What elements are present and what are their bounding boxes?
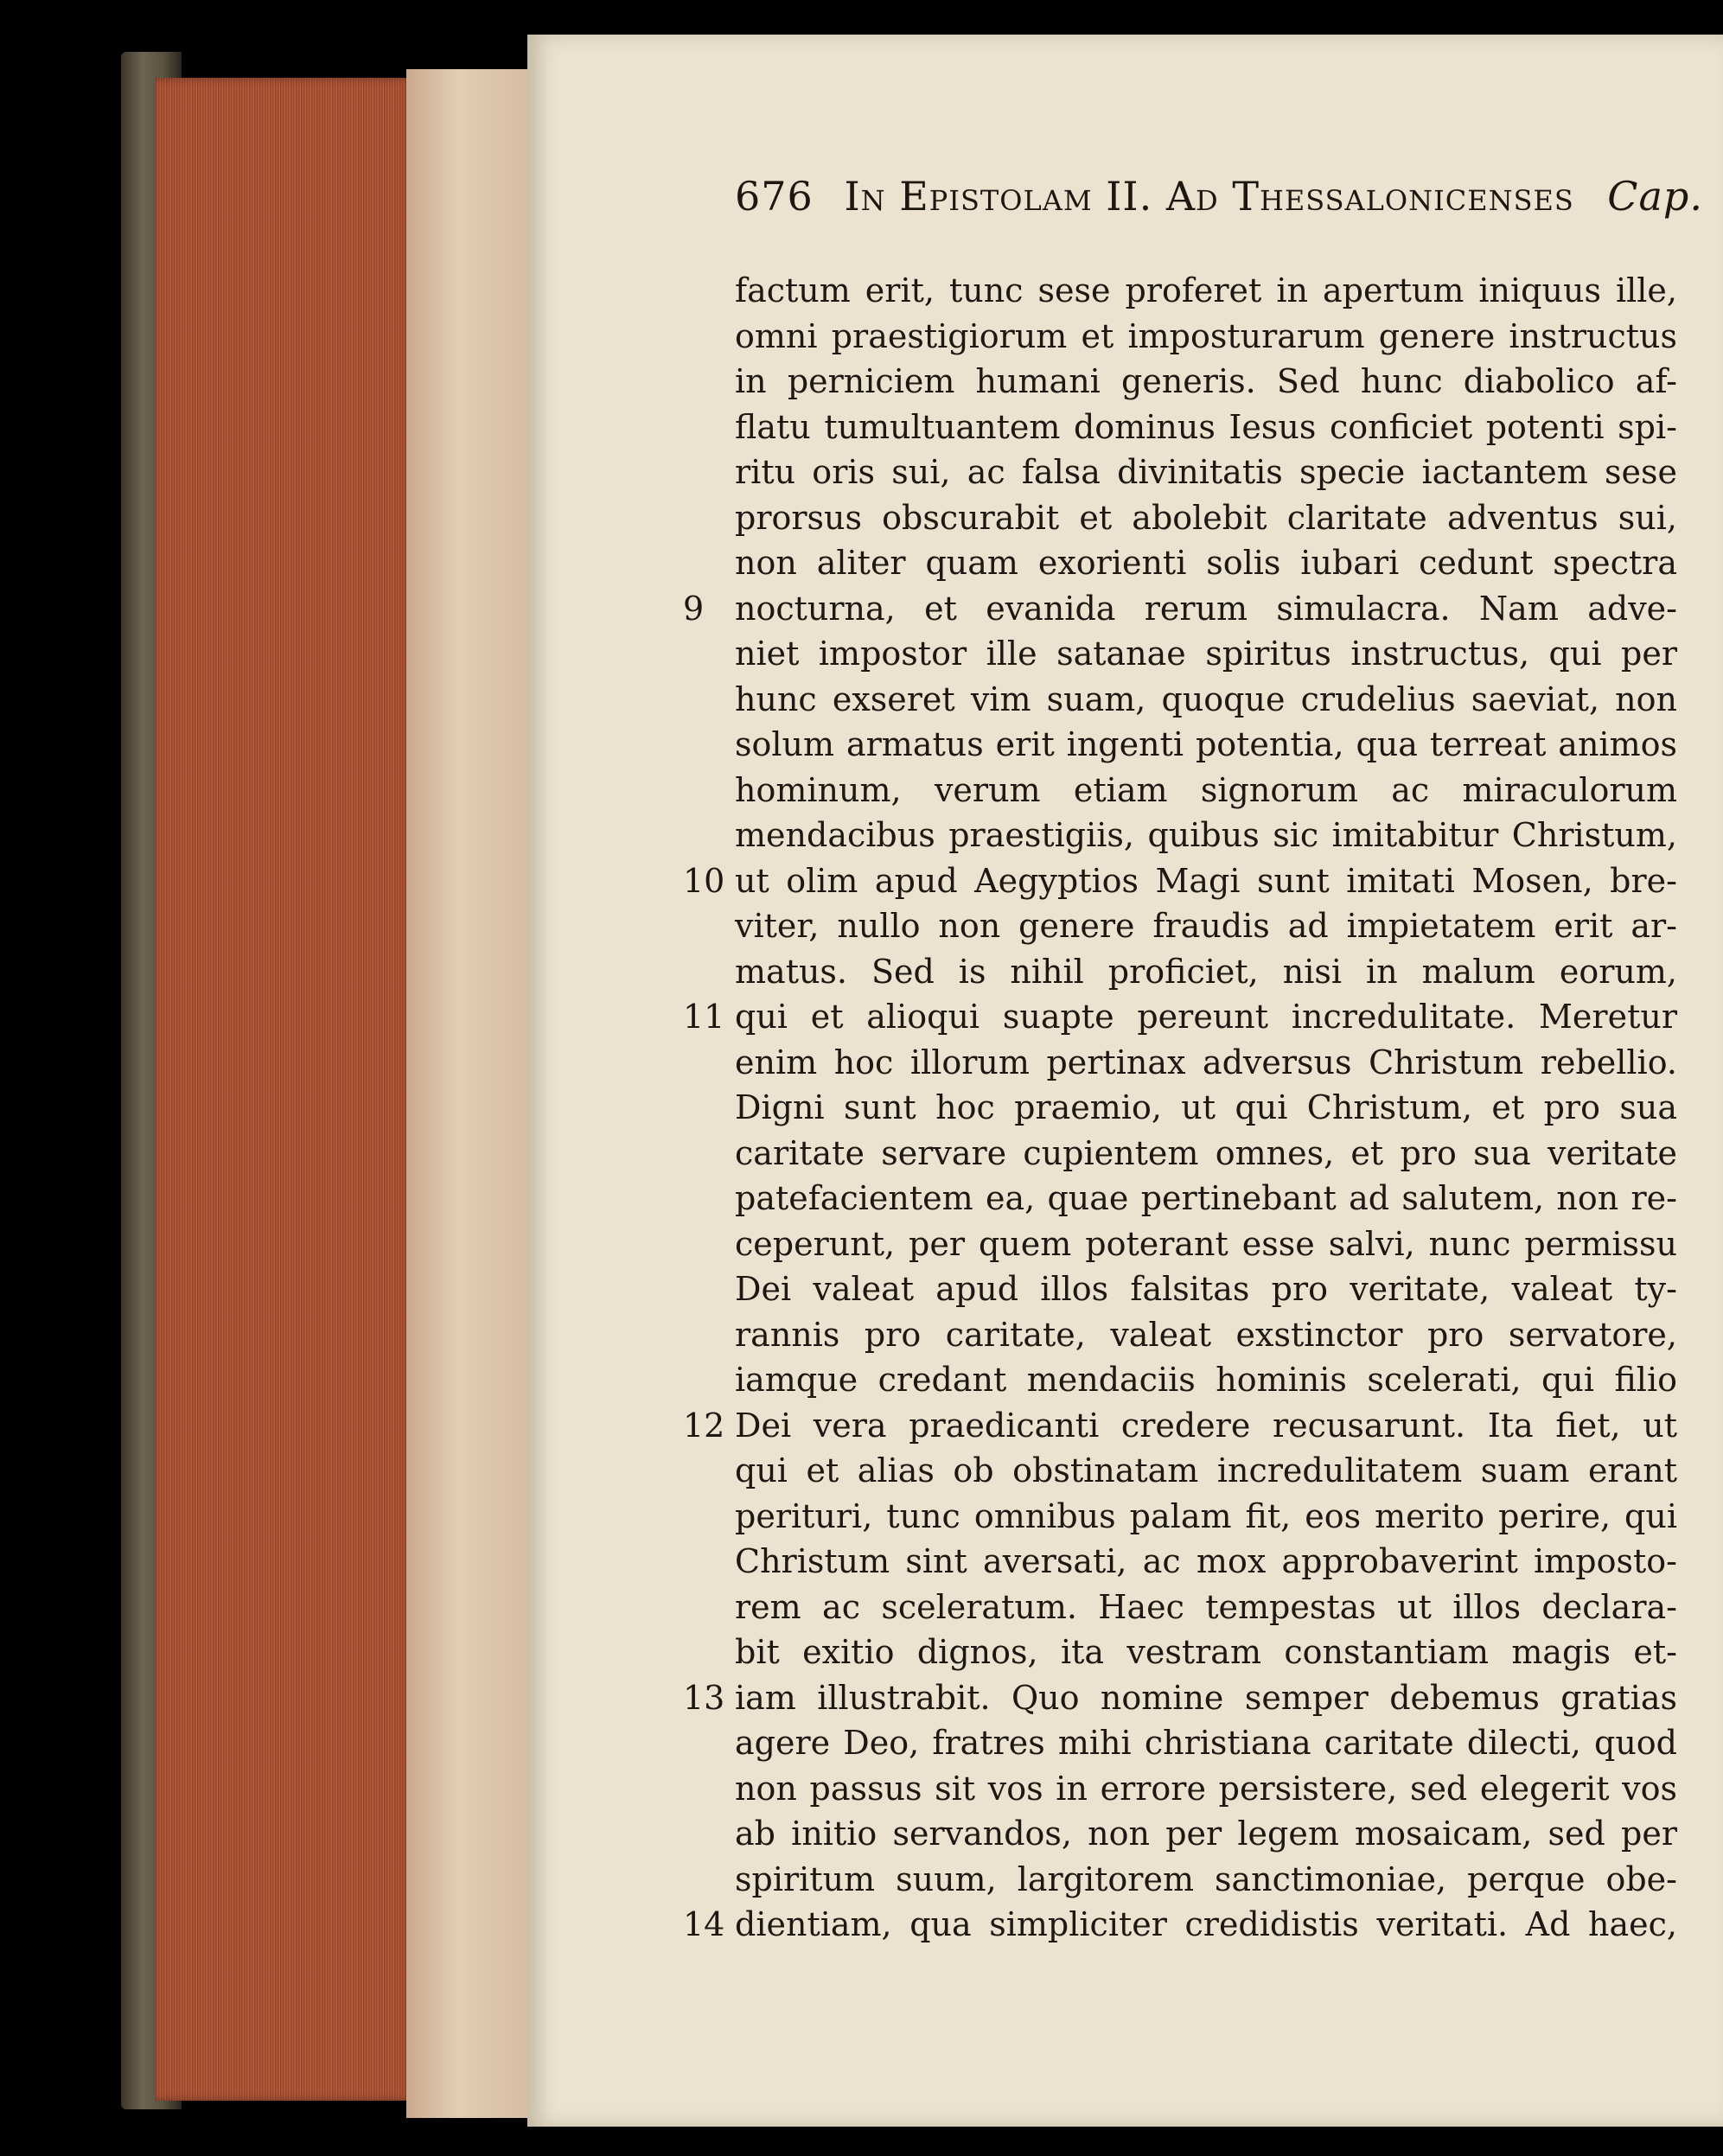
text-line: [622, 1630, 1677, 1675]
text-line: [622, 314, 1677, 360]
line-text: iam illustrabit. Quo nomine semper debemus gratias: [735, 1678, 1677, 1717]
line-text: Christum sint aversati, ac mox approbaverint imposto-: [735, 1542, 1677, 1580]
text-line: [622, 1357, 1677, 1403]
verse-number: 14: [683, 1905, 725, 1943]
text-line: [622, 1494, 1677, 1540]
text-line: [622, 450, 1677, 495]
line-text: hunc exseret vim suam, quoque crudelius saeviat, non: [735, 679, 1677, 718]
text-line: [622, 1085, 1677, 1131]
text-line: [622, 586, 1677, 632]
text-line: [622, 1811, 1677, 1857]
line-text: caritate servare cupientem omnes, et pro sua veritate: [735, 1133, 1677, 1172]
text-line: [622, 903, 1677, 949]
line-text: ab initio servandos, non per legem mosaicam, sed per: [735, 1815, 1677, 1853]
line-text: qui et alias ob obstinatam incredulitatem suam erant: [735, 1451, 1677, 1489]
line-text: ut olim apud Aegyptios Magi sunt imitati Mosen, bre-: [735, 861, 1677, 900]
line-text: non aliter quam exorienti solis iubari cedunt spectra: [735, 544, 1677, 582]
book: [121, 35, 1703, 2127]
text-line: [622, 1131, 1677, 1177]
text-line: [622, 359, 1677, 405]
line-text: rannis pro caritate, valeat exstinctor pro servatore,: [735, 1315, 1677, 1354]
text-line: [622, 1539, 1677, 1585]
text-line: [622, 677, 1677, 723]
line-text: hominum, verum etiam signorum ac miraculorum: [735, 770, 1677, 809]
line-text: ritu oris sui, ac falsa divinitatis specie iactantem sese: [735, 453, 1677, 491]
text-line: [622, 1176, 1677, 1222]
line-text: non passus sit vos in errore persistere, sed elegerit vos: [735, 1769, 1677, 1808]
text-line: [622, 405, 1677, 450]
text-line: [622, 1222, 1677, 1267]
line-text: viter, nullo non genere fraudis ad impietatem erit ar-: [735, 907, 1677, 945]
line-text: nocturna, et evanida rerum simulacra. Nam adve-: [735, 589, 1677, 628]
text-line: [622, 722, 1677, 768]
chapter-abbrev: Cap.: [1607, 173, 1703, 220]
verse-number: 12: [683, 1406, 725, 1445]
line-text: enim hoc illorum pertinax adversus Christum rebellio.: [735, 1043, 1677, 1081]
line-text: patefacientem ea, quae pertinebant ad salutem, non re-: [735, 1179, 1677, 1217]
text-line: [622, 1585, 1677, 1630]
line-text: perituri, tunc omnibus palam fit, eos merito perire, qui: [735, 1496, 1677, 1535]
text-line: [622, 1040, 1677, 1086]
line-text: in perniciem humani generis. Sed hunc diabolico af-: [735, 362, 1677, 400]
line-text: Digni sunt hoc praemio, ut qui Christum, et pro sua: [735, 1088, 1677, 1126]
line-text: Dei vera praedicanti credere recusarunt. Ita fiet, ut: [735, 1406, 1677, 1445]
book-page: [527, 35, 1723, 2127]
running-title: In Epistolam II. Ad Thessalonicenses: [844, 173, 1574, 220]
text-line: [622, 1766, 1677, 1812]
text-line: [622, 1266, 1677, 1312]
line-text: bit exitio dignos, ita vestram constantiam magis et-: [735, 1633, 1677, 1671]
text-line: [622, 631, 1677, 677]
text-line: [622, 1675, 1677, 1721]
line-text: Dei valeat apud illos falsitas pro veritate, valeat ty-: [735, 1270, 1677, 1308]
text-line: [622, 1902, 1677, 1948]
text-line: [622, 495, 1677, 541]
text-line: [622, 268, 1677, 314]
line-text: mendacibus praestigiis, quibus sic imitabitur Christum,: [735, 816, 1677, 854]
line-text: prorsus obscurabit et abolebit claritate adventus sui,: [735, 498, 1677, 537]
line-text: iamque credant mendaciis hominis scelerati, qui filio: [735, 1361, 1677, 1399]
body-text: [622, 268, 1677, 1948]
text-line: [622, 1720, 1677, 1766]
text-line: [622, 540, 1677, 586]
text-line: [622, 1312, 1677, 1358]
line-text: flatu tumultuantem dominus Iesus conficiet potenti spi-: [735, 407, 1677, 446]
text-line: [622, 994, 1677, 1040]
text-line: [622, 949, 1677, 995]
page-gutter: [406, 69, 536, 2118]
text-line: [622, 858, 1677, 904]
verse-number: 13: [683, 1678, 725, 1717]
running-header: [735, 173, 1703, 220]
line-text: agere Deo, fratres mihi christiana caritate dilecti, quod: [735, 1724, 1677, 1762]
line-text: solum armatus erit ingenti potentia, qua terreat animos: [735, 725, 1677, 763]
line-text: spiritum suum, largitorem sanctimoniae, perque obe-: [735, 1859, 1677, 1898]
text-line: [622, 1448, 1677, 1494]
line-text: dientiam, qua simpliciter credidistis veritati. Ad haec,: [735, 1905, 1677, 1943]
text-line: [622, 813, 1677, 858]
verse-number: 10: [683, 861, 725, 900]
page-number: 676: [735, 173, 814, 220]
line-text: qui et alioqui suapte pereunt incredulitate. Meretur: [735, 998, 1677, 1036]
verse-number: 11: [683, 998, 725, 1036]
line-text: omni praestigiorum et imposturarum genere instructus: [735, 316, 1677, 355]
text-line: [622, 768, 1677, 813]
page-block-edges: [156, 78, 415, 2101]
verse-number: 9: [683, 589, 705, 628]
line-text: factum erit, tunc sese proferet in apertum iniquus ille,: [735, 271, 1677, 309]
line-text: rem ac sceleratum. Haec tempestas ut illos declara-: [735, 1587, 1677, 1626]
line-text: matus. Sed is nihil proficiet, nisi in malum eorum,: [735, 952, 1677, 991]
text-line: [622, 1857, 1677, 1903]
line-text: niet impostor ille satanae spiritus instructus, qui per: [735, 635, 1677, 673]
text-line: [622, 1403, 1677, 1449]
line-text: ceperunt, per quem poterant esse salvi, nunc permissu: [735, 1224, 1677, 1263]
